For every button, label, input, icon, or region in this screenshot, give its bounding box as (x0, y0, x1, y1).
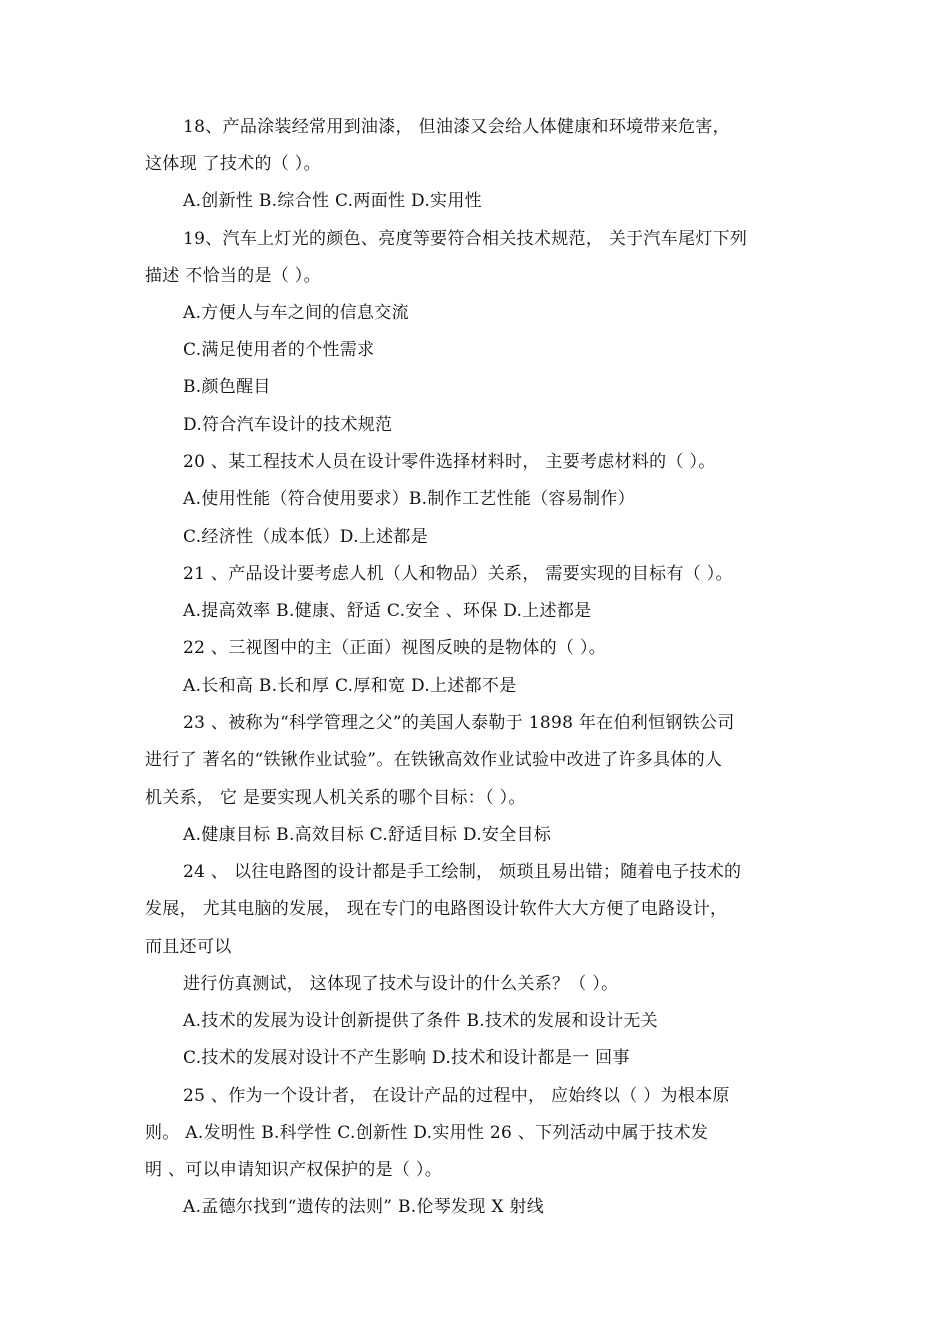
options-q24-cd: C.技术的发展对设计不产生影响 D.技术和设计都是一 回事 (183, 1048, 630, 1068)
text-line-q25-cont: 则。 A.发明性 B.科学性 C.创新性 D.实用性 26 、下列活动中属于技术发 (145, 1123, 709, 1143)
text-line-q26-cont: 明 、可以申请知识产权保护的是（ ）。 (145, 1160, 443, 1180)
text-line-q24: 24 、 以往电路图的设计都是手工绘制， 烦琐且易出错；随着电子技术的 (183, 862, 742, 882)
option-q19-a: A.方便人与车之间的信息交流 (183, 303, 409, 323)
text-line-q22: 22 、三视图中的主（正面）视图反映的是物体的（ ）。 (183, 638, 607, 658)
options-q20-ab: A.使用性能（符合使用要求）B.制作工艺性能（容易制作） (183, 489, 635, 509)
options-q21: A.提高效率 B.健康、舒适 C.安全 、环保 D.上述都是 (183, 601, 592, 621)
text-line-q24-cont1: 发展， 尤其电脑的发展， 现在专门的电路图设计软件大大方便了电路设计， (145, 899, 728, 919)
text-line-q21: 21 、产品设计要考虑人机（人和物品）关系， 需要实现的目标有（ ）。 (183, 564, 733, 584)
options-q23: A.健康目标 B.高效目标 C.舒适目标 D.安全目标 (183, 825, 552, 845)
text-line-q23: 23 、被称为“科学管理之父”的美国人泰勒于 1898 年在伯利恒钢铁公司 (183, 713, 735, 733)
option-q19-d: D.符合汽车设计的技术规范 (183, 415, 393, 435)
options-q26-ab: A.孟德尔找到“遗传的法则” B.伦琴发现 X 射线 (183, 1197, 545, 1217)
options-q20-cd: C.经济性（成本低）D.上述都是 (183, 527, 429, 547)
text-line-q23-cont1: 进行了 著名的“铁锹作业试验”。在铁锹高效作业试验中改进了许多具体的人 (145, 750, 723, 770)
text-line-q19: 19、汽车上灯光的颜色、亮度等要符合相关技术规范， 关于汽车尾灯下列 (183, 229, 748, 249)
text-line-q19-cont: 描述 不恰当的是（ ）。 (145, 266, 321, 286)
options-q22: A.长和高 B.长和厚 C.厚和宽 D.上述都不是 (183, 676, 517, 696)
text-line-q18: 18、产品涂装经常用到油漆， 但油漆又会给人体健康和环境带来危害， (183, 117, 730, 137)
option-q19-b: B.颜色醒目 (183, 377, 271, 397)
option-q19-c: C.满足使用者的个性需求 (183, 340, 375, 360)
options-q24-ab: A.技术的发展为设计创新提供了条件 B.技术的发展和设计无关 (183, 1011, 658, 1031)
text-line-q18-cont: 这体现 了技术的（ ）。 (145, 154, 321, 174)
text-line-q25: 25 、作为一个设计者， 在设计产品的过程中， 应始终以（ ）为根本原 (183, 1086, 730, 1106)
text-line-q24-cont2: 而且还可以 (145, 937, 232, 957)
options-q18: A.创新性 B.综合性 C.两面性 D.实用性 (183, 191, 482, 211)
text-line-q24-cont3: 进行仿真测试， 这体现了技术与设计的什么关系？（ ）。 (183, 974, 619, 994)
text-line-q20: 20 、某工程技术人员在设计零件选择材料时， 主要考虑材料的（ ）。 (183, 452, 716, 472)
text-line-q23-cont2: 机关系， 它 是要实现人机关系的哪个目标：（ ）。 (145, 788, 526, 808)
